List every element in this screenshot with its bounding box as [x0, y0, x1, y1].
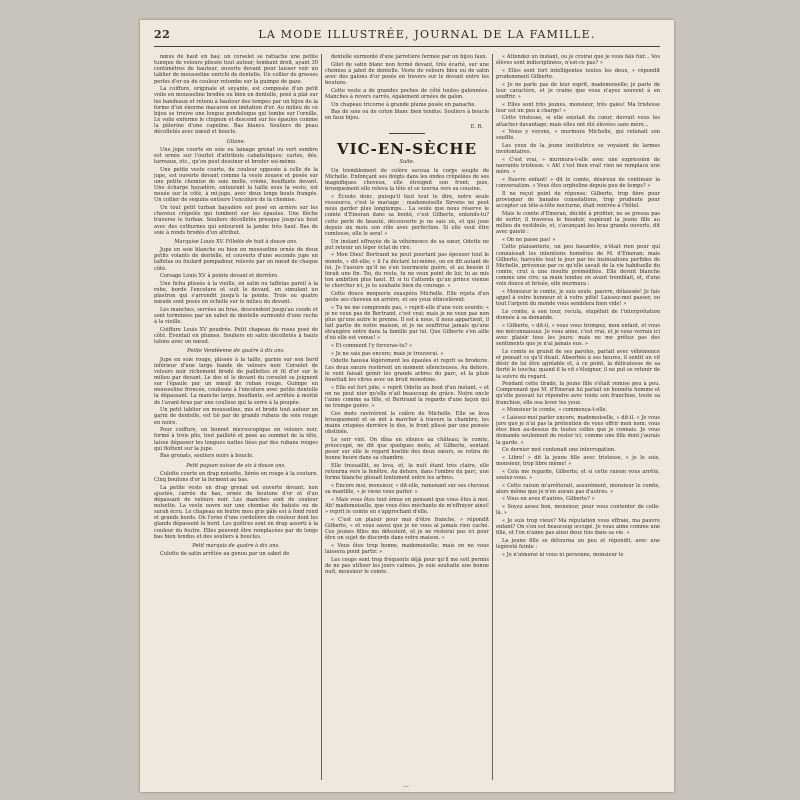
paragraph: « Elles sont fort intelligentes toutes les deux, » répondit prudemment Gilberte.	[496, 67, 660, 80]
paragraph: Culotte de satin arrêtée au genou par un sabot de	[160, 551, 290, 558]
column-2	[325, 54, 489, 780]
costume-subheading: Gitane.	[226, 138, 246, 145]
paragraph: Un instant effrayée de la véhémence de sa sœur, Odette ne put retenir un léger éclat de rire.	[325, 238, 489, 251]
paragraph: Odette haussa légèrement les épaules et reprit sa broderie. Les deux sœurs restèrent un moment silencieuses. Au dehors, le vent faisait gémir les grands arbres du parc, et la pluie fouettait les vitres avec un bruit monotone.	[325, 358, 489, 383]
section-divider	[389, 133, 425, 134]
column-rule	[492, 54, 493, 780]
paragraph: « Monsieur le comte, » commença-t-elle.	[502, 407, 608, 414]
paragraph: Une fichu plissée à la vieille, en satin ou taffetas pareil à la robe, borde l'encolure et suit le devant, en simulant un plastron qui s'arrondit jusqu'à la pointe. Trois ou quatre nœuds sont posés en échelle sur le milieu du devant.	[154, 280, 318, 306]
paragraph: « Écoute donc, puisqu'il faut tout te dire, notre seule ressource, c'est le mariage : mademoiselle Sirvens ne peut nous garder plus longtemps... La seule que nous réserve le comte d'Emeran dans sa bonté, c'est Gilberte, entends-tu? cette perle de beauté, découverte je ne sais où, et qui joue depuis six mois son rôle avec perfection. Si elle veut être comtesse, elle le sera! »	[325, 194, 489, 237]
paragraph: « Attendez un instant, ou je croirai que je vous fais fuir... Vos élèves sont indisciplinées, n'est-ce pas? »	[496, 54, 660, 67]
col3-paras	[496, 54, 660, 558]
col1-paras	[154, 147, 318, 236]
paragraph: « Je suis trop vieux? Ma réputation vous effraie, ma pauvre enfant? On s'en est beaucoup occupé. Je vous aime comme une fille, et l'on n'aime pas ainsi deux fois dans sa vie. »	[496, 517, 660, 537]
col1-paras	[154, 247, 318, 345]
paragraph: Cette douce moquerie exaspéra Michelle. Elle rejeta d'un geste ses cheveux en arrière, et ses yeux étincelèrent.	[325, 290, 489, 303]
paragraph: « Vous êtes trop bonne, mademoiselle; mais on ne vous laissera point partir. »	[325, 542, 489, 555]
paragraph: « Je ne parle pas de leur esprit, mademoiselle; je parle de leur caractère, et je crains que vous n'ayez souvent à en souffrir. »	[496, 81, 660, 100]
paragraph: Elle tressaillit, se leva, et, la nuit étant très claire, elle retourna vers la fenêtre. Au dehors, dans l'ombre du parc, une forme blanche glissait lentement entre les arbres.	[325, 462, 489, 482]
paragraph: « Nous y voyons, » murmura Michelle, qui retenait son souffle.	[496, 129, 660, 142]
col1-paras	[154, 357, 318, 460]
paragraph: « On ne passe pas! »	[502, 236, 556, 243]
story-title: VIC-EN-SÈCHE	[337, 139, 477, 158]
paragraph: La jeune fille se détourna un peu et répondit, avec une légèreté feinte :	[496, 537, 660, 550]
column-rule	[321, 54, 322, 780]
paragraph: « Tu ne me comprends pas, » reprit-elle d'une voix sourde; « je ne veux pas de Bertrand, c'est vrai; mais je ne veux pas non plus qu'une autre le prenne. Il est à nous, il nous appartient, il fait partie de notre maison, et je ne souffrirai jamais qu'une étrangère entre dans la famille par lui. Que Gilberte s'en aille d'où elle est venue! »	[325, 304, 489, 342]
paragraph: « Et comment l'y forceras-tu? »	[331, 343, 413, 350]
paragraph: « Encore moi, monsieur, » dit-elle, ramenant sur ses cheveux sa mantille, « je viens vous parler. »	[325, 482, 489, 496]
paragraph: Le soir vint. On dîna en silence au château; le comte, préoccupé, ne dit que quelques mots, et Gilberte, sentant peser sur elle le regard hostile des deux sœurs, se retira de bonne heure dans sa chambre.	[325, 436, 489, 462]
paragraph: Les coups sont trop fréquents déjà pour qu'il me soit permis de ne pas utiliser les jours calmes. Je suis souhaite une bonne nuit, monsieur le comte.	[325, 556, 489, 575]
costume-subheading: Petit marquis de quatre à dix ans.	[192, 542, 280, 549]
paragraph: « Cette raison m'arrêterait, assurément, monsieur le comte, alors même que je n'en aurais pas d'autres. »	[496, 482, 660, 495]
paragraph: Ce dernier mot contenait une interrogation.	[502, 447, 616, 454]
paragraph: Corsage Louis XV à pointe devant et derrière.	[160, 273, 279, 280]
paragraph: « Je ne sais pas encore; mais je trouverai. »	[331, 350, 444, 357]
paragraph: « Libre! » dit la jeune fille avec tristesse, « je le suis, monsieur, trop libre même! »	[496, 454, 660, 468]
paragraph: Gilet de satin blanc non fermé devant, très écarté, sur une chemise à jabot de dentelle. Veste de velours bleu ou de satin avec des galons d'or posés en travers sur le devant entre les boutons.	[325, 61, 489, 87]
running-head	[154, 28, 660, 46]
footer-mark: —	[403, 783, 411, 790]
paragraph: « Monsieur le comte, je suis seule, pauvre, délaissée! Je fais appel à votre honneur et à votre pitié! Laissez-moi passer, ou tout l'argent du monde vous semblera bien vide! »	[496, 288, 660, 308]
paragraph: « Soyez assez bon, monsieur, pour vous contenter de celle-là. »	[496, 503, 660, 517]
paragraph: « Laissez-moi parler encore, mademoiselle, » dit-il. « Je vous jure que je n'ai pas la prétention de vous offrir mon nom; vous êtes bien au-dessus de toutes celles que je connais. Je vous demande seulement de rester ici, comme une fille dont j'aurais la garde. »	[496, 414, 660, 446]
story-subtitle: Suite.	[399, 158, 415, 165]
paragraph: Cette veste a de grandes poches de côté toutes galonnées. Manches à revers carrés, également ornées de galon.	[325, 87, 489, 100]
paragraph: dentelle surmonté d'une jarretière fermée par un bijou faux.	[331, 54, 488, 60]
paragraph: Une jupe courte en soie ou lainage grenat ou vert sombre est ornée sur l'ourlet d'attributs cabalistiques; cartes, dés, tarreaux, etc., qu'on peut dessiner et broder soi-même.	[154, 146, 318, 165]
paragraph: Jupe en soie blanche ou bien en mousseline ornée de deux petits volants de dentelle, et couverts d'une seconde jupe en taffetas ou foulard pompadour, relevée par un nœud de chaque côté.	[154, 247, 318, 272]
author-signature: E. R.	[470, 123, 483, 130]
costume-subheading: Petit paysan suisse de six à douze ans.	[186, 462, 286, 469]
paragraph: « C'est un plaisir pour moi d'être franche, » répondit Gilberte, « et vous savez que je ne vous ai jamais rien caché. Ces jeunes filles me détestent, et je ne resterai pas ici pour être un sujet de discorde dans votre maison. »	[325, 516, 489, 542]
paragraph: « Gilberte, » dit-il, « vous vous trompez, mon enfant, et vous me méconnaissez. Je vous aime, c'est vrai, et je vous verrais ici avec plaisir tous les jours; mais ne me prêtez pas des sentiments que je n'ai jamais eus. »	[496, 322, 660, 348]
paragraph: La petite veste en drap grenat est ouverte devant, non ajustée, carrée du bas, ornée de boutons d'or et d'un dépassant de velours noir. Les manches sont de couleur noisette. La veste ouvre sur une chemise de batiste ou de surah écru. Le chapeau en feutre mou gris pâle est à fond rond et grands bords. On l'orne d'une cordelière de couleur dont les glands dépassent le bord. Les guêtres sont en drap assorti à la couleur du feutre. Elles peuvent être remplacées par de longs bas bien tendus et des souliers à boucles.	[154, 484, 318, 540]
paragraph: « C'est vrai, » murmura-t-elle avec une expression de navrante tristesse. « Ah! c'est bien vrai! rien ne remplace une mère. »	[496, 156, 660, 176]
paragraph: Pendant cette tirade, la jeune fille s'était remise peu à peu. Comprenant que M. d'Emeran lui parlait en honnête homme et qu'elle pouvait lui répondre avec toute son franchise, toute sa franchise, elle osa lever les yeux.	[496, 381, 660, 406]
paragraph: Le comte se graisit de ses paroles, parlait avec véhémence et pensait ce qu'il disait. Absorbée à ses heures, il sentit un vif désir de lui être agréable et, à ce point, la délicatesse de sa fierté le toucha; quand il la vit s'éloigner, il ne put se retenir de la suivre du regard.	[496, 348, 660, 380]
col1-paras	[154, 471, 318, 540]
journal-title: LA MODE ILLUSTRÉE, JOURNAL DE LA FAMILLE.	[258, 28, 596, 41]
col1-paras	[154, 54, 318, 136]
paragraph: « Elles sont très jeunes, monsieur, très gaies! Ma tristesse leur est un peu à charge! »	[496, 101, 660, 114]
paragraph: « Cela me regarde, Gilberte; et si cette raison vous arrête, soulez-vous. »	[496, 468, 660, 481]
paragraph: Bas de soie ou de coton blanc bien tendus. Souliers à boucle en faux bijou.	[325, 109, 489, 122]
paragraph: Ces mots ravivèrent la colère de Michelle. Elle se leva brusquement et se mit à marcher à travers la chambre, les mains crispées derrière le dos, le front plissé par une pensée obstinée.	[325, 410, 489, 436]
col1-paras	[154, 551, 318, 557]
col2-paras	[325, 54, 489, 122]
paragraph: Culotte courte en drap noisette, liérée en rouge à la couture. Cinq boutons d'or la ferment au bas.	[154, 470, 318, 483]
newspaper-page	[140, 20, 674, 792]
paragraph: nœus de haut en bas; un corselet se rattache une petite tunique de velours plissée tout autour, tombant droit, ayant 30 centimètres de hauteur, ouverte devant pour laisser voir un tablier de mousseline enrichi de dentelle. Un collier de grosses perles d'or ou de couleur retombe sur la guimpe de gaze.	[154, 54, 318, 85]
paragraph: « Vous en avez d'autres, Gilberte? »	[502, 496, 595, 503]
column-3	[496, 54, 660, 780]
paragraph: Il ne reçut point de réponse; Gilberte, trop fière pour provoquer de banales consolations, trop prudente pour accepter un tête-à-tête nocturne, était rentrée à l'hôtel.	[496, 190, 660, 209]
paragraph: « Elle est fort jolie, » reprit Odette au bout d'un instant, « et on ne peut nier qu'elle n'ait beaucoup de grâce. Notre oncle l'aime comme sa fille, et Bertrand la regarde d'une façon qui ne trompe guère. »	[325, 384, 489, 409]
paragraph: Une petite veste courte, de couleur opposée à celle de la jupe, est ouverte devant comme la veste zouave et posée sur une petite chemise de soie molle, crème, bouffante devant. Une écharpe bayadère, entourant la taille sous la veste, est nouée sur le côté, à mi-jupe, avec deux longs bouts frangés. Un collier de sequins entoure l'encolure de la chemise.	[154, 166, 318, 204]
header-rule	[154, 46, 660, 47]
column-1	[154, 54, 318, 780]
paragraph: Mais le comte d'Emeran, décidé à profiter, ne se pressa pas de sortir; il traversa le boudoir, espérant la jeune fille au milieu du vestibule, et, s'avançant les bras grands ouverts, dit avec gaieté :	[496, 210, 660, 236]
paragraph: Un tremblement de colère secoua le corps souple de Michelle. Enfonçant ses doigts dans les ondes crêpelées de ses magnifiques cheveux, elle étreignit son front; puis, brusquement elle releva la tête et se tourna vers sa cousine.	[325, 167, 489, 193]
paragraph: Les yeux de la jeune institutrice se voyaient de larmes involontaires.	[496, 143, 660, 156]
paragraph: « Pauvre enfant! » dit le comte, désireux de continuer la conversation. « Vous êtes orpheline depuis peu de temps? »	[496, 176, 660, 189]
paragraph: La coiffure, originale et seyante, est composée d'un petit voile en mousseline brodée ou bien en dentelle, posé à plat sur les bandeaux et retenu à hauteur des tempes par un bijou de la forme d'un énorme macaron en imitation d'or. Au milieu de ce bijou se trouve une longue pendeloque qui tombe sur l'oreille. Le voile enferme le chignon et descend sur les épaules comme la pèlerine d'une capeline. Bas blancs. Souliers de peau décolletés avec nœud et boucle.	[154, 86, 318, 136]
paragraph: Coiffure Louis XV poudrée. Petit chapeau de roses posé de côté. Éventail en plumes. Souliers en satin décolletés à hauts talons avec un nœud.	[154, 326, 318, 346]
costume-subheading: Petite Vendéenne de quatre à dix ans.	[187, 348, 285, 355]
page-number: 22	[154, 28, 171, 41]
paragraph: « Mon Dieu! Bertrand ne peut pourtant pas épouser tout le monde, » dit-elle; « il l'a déclaré lui-même, on en dit autant de lui. Je t'assure qu'il ne s'en tourmente guère, et au besoin il ferait une fin. Toi, du reste, tu ne veux point de lui; tu as mis ton ambition plus haut. Et si tu t'attends qu'un prince vienne te chercher ici, je te souhaite bien du courage. »	[325, 252, 489, 290]
story-paras	[325, 168, 489, 575]
paragraph: Le comte, à son tour, recula, stupéfait de l'interprétation donnée à sa demande.	[496, 308, 660, 322]
costume-subheading: Marquise Louis XV. Fillette de huit à douze ans.	[174, 238, 298, 245]
paragraph: « Je n'aimerai ni vous ni personne, monsieur le	[502, 551, 624, 558]
paragraph: « Mais vous êtes tout émue en pensant que vous êtes à moi. Ah! mademoiselle, que vous êtes méchante de m'effrayer ainsi! » reprit le comte en s'approchant d'elle.	[325, 496, 489, 515]
paragraph: Cette plaisanterie, un peu hasardée, n'était rien pour qui connaissait les intentions honnêtes de M. d'Emeran; mais Gilberte, harcelée tout le jour par les insinuations perfides de Michelle, prévenue par ce qu'elle savait de la vie habituelle du comte, crut à une insulte préméditée. Elle devint blanche comme une cire; sa main tendue en avant tremblait, et, d'une voix douce et brisée, elle murmura :	[496, 244, 660, 288]
paragraph: Les manches, serrées au bras, descendent jusqu'au coude et sont terminées par un sabot de dentelle surmonté d'une ruche à la vieille.	[154, 306, 318, 326]
paragraph: Bas grenats, souliers noirs à boucle.	[160, 453, 254, 460]
paragraph: Un chapeau tricorne à grande plume posée en panache.	[331, 101, 477, 108]
paragraph: Un petit tablier en mousseline, mis et brodé tout autour en garni de dentelle, est tié par de grands rubans de soie rouge en noire.	[154, 407, 318, 426]
paragraph: Cette tristesse, si elle existait du cœur, devrait vous les attacher davantage; mais elles ont été élevées sans mère...	[496, 115, 660, 128]
paragraph: Pour coiffure, un bonnet microscopique en velours noir, formé à trois plis, tout pailleté et posé au sommet de la tête, laisse dépasser les longues nattes liées par des rubans rouges qui flottent sur la jupe.	[154, 427, 318, 452]
paragraph: Un tout petit turban bayadère est posé en arrière sur les cheveux crêpelés qui tombent sur les épaules. Une flèche traverse le turban. Souliers décolletés presque jusqu'au bout avec des cothurnes qui entourent la jambe très haut. Bas de soie à ronds brodés d'un attribut.	[154, 205, 318, 236]
paragraph: Jupe en soie rouge, plissée à la taille, garnie sur son bord inférieur d'une large bande de velours noir. Corselet de velours noir richement brodé de paillettes et fil d'or sur le milieu par devant. Le dos et le devant du corselet se joignent sur l'épaule par un nœud de ruban rouge. Guimpe en mousseline froncée, coulissée à l'encolure avec petite dentelle la dépassant. La manche large, bouffante, est arrêtée à moitié de l'avant-bras par une coulisse qui la serre à la poupée.	[154, 356, 318, 406]
